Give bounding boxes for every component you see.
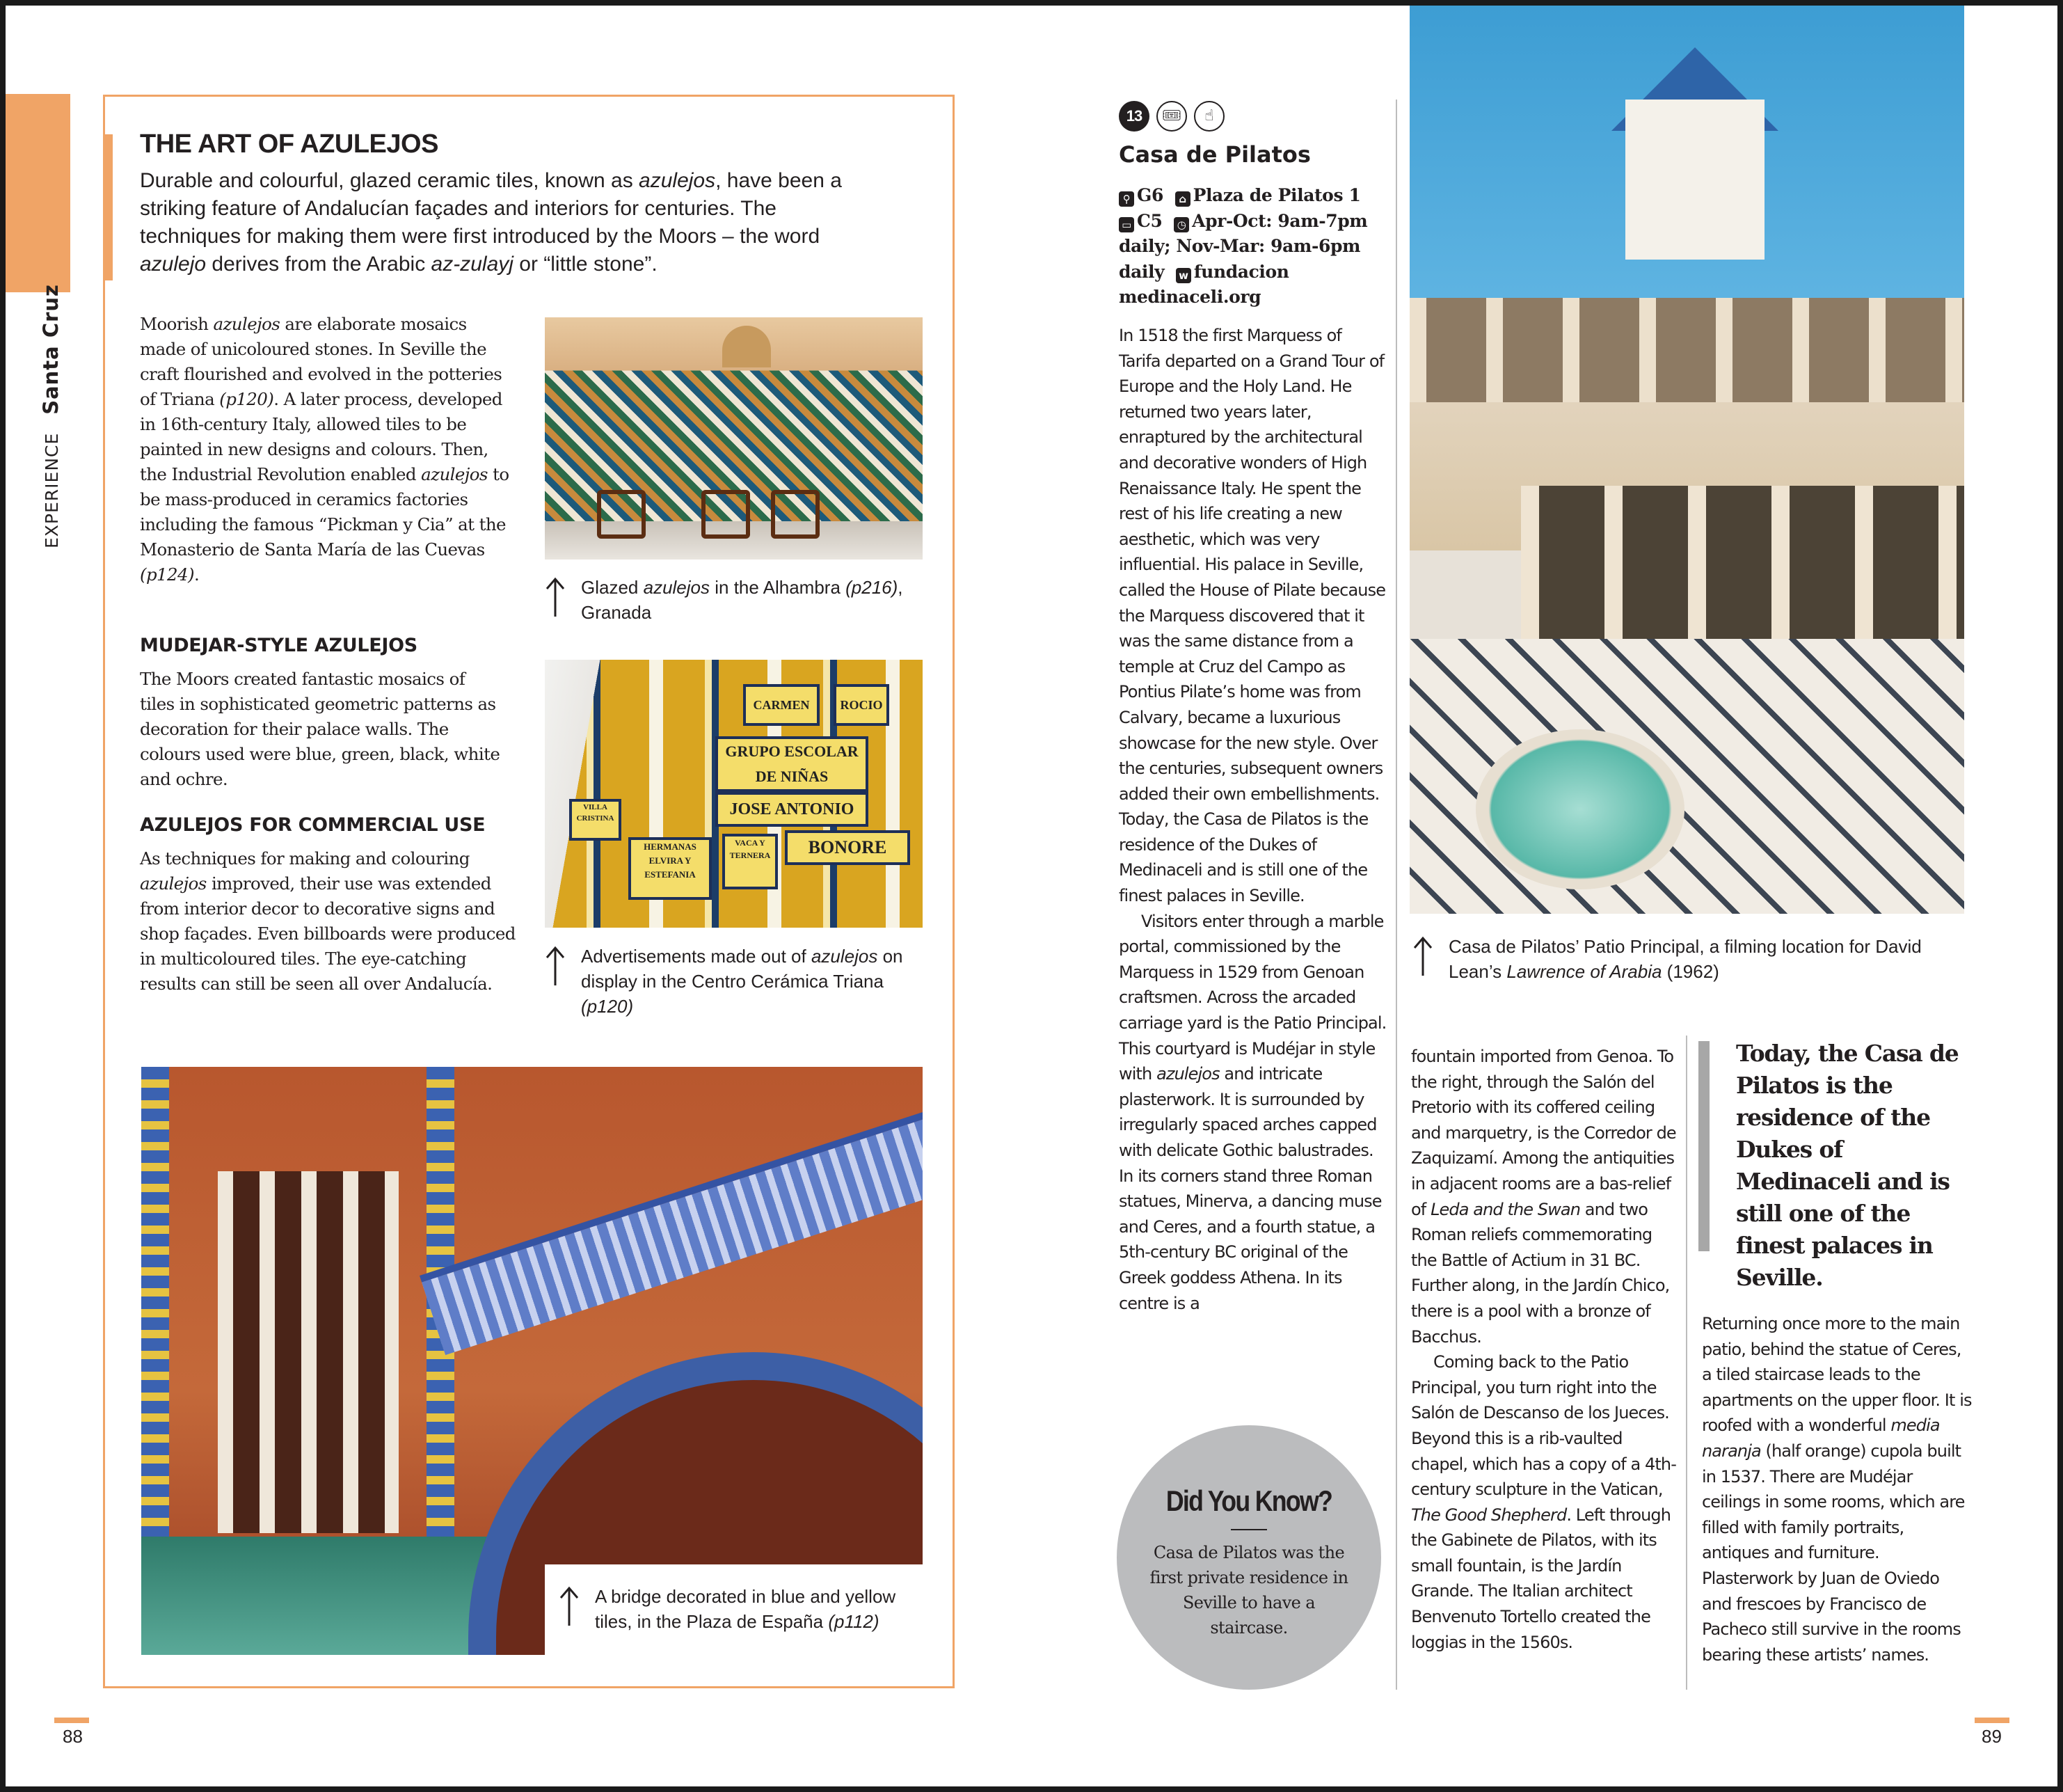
feature-intro: Durable and colourful, glazed ceramic tiles, known as azulejos, have been a striking feature of Andalucían façades and interiors for centuries. The techniques for making them were first introduced by the Moors – the word azulejo derives from the Arabic az-zulayj or “little stone”. xyxy=(140,169,842,276)
section-label: EXPERIENCE xyxy=(42,432,62,548)
mudejar-subheading: MUDEJAR-STYLE AZULEJOS xyxy=(140,635,417,656)
tile-sign: BONORE xyxy=(785,830,910,865)
section-running-head xyxy=(39,284,63,548)
chair xyxy=(701,490,750,539)
body-column-3 xyxy=(1702,1311,1973,1667)
arrow-up-icon xyxy=(559,1585,580,1627)
bus-route: C5 xyxy=(1137,210,1163,231)
pull-quote-bar xyxy=(1698,1041,1710,1251)
hand-pointer-icon: ☝ xyxy=(1194,101,1225,132)
map-pin-icon: ⚲ xyxy=(1119,191,1134,207)
arrow-up-icon xyxy=(545,576,566,618)
arrow-up-icon xyxy=(1412,935,1433,977)
mudejar-paragraph: The Moors created fantastic mosaics of tiles in sophisticated geometric patterns as decoration for their palace walls. The colours used were blue, green, black, white and ochre. xyxy=(140,669,500,789)
did-you-know-text: Casa de Pilatos was the first private residence in Seville to have a staircase. xyxy=(1149,1543,1348,1638)
chair xyxy=(597,490,646,539)
listing-title: Casa de Pilatos xyxy=(1119,141,1311,168)
book-spread xyxy=(6,6,2057,1786)
web-icon: w xyxy=(1176,268,1191,283)
page-number-left: 88 xyxy=(63,1726,83,1747)
opening-hours: Apr-Oct: 9am-7pm daily; Nov-Mar: 9am-6pm daily xyxy=(1119,210,1368,282)
casa-de-pilatos-patio-photo xyxy=(1410,6,1964,914)
paragraph: Coming back to the Patio Principal, you turn right into the Salón de Descanso de los Jueces. Beyond this is a rib-vaulted chapel, which has a copy of a 4th-century sculpture in the Vatican, The Good Shepherd. Left through the Gabinete de Pilatos, with its small fountain, is the Jardín Grande. The Italian architect Benvenuto Tortello created the loggias in the 1560s. xyxy=(1411,1352,1676,1652)
feature-title: THE ART OF AZULEJOS xyxy=(140,129,438,159)
divider xyxy=(1231,1529,1267,1530)
did-you-know-title: Did You Know? xyxy=(1165,1484,1332,1517)
body-column-2 xyxy=(1411,1044,1679,1655)
alhambra-photo-caption: Glazed azulejos in the Alhambra (p216), Granada xyxy=(545,575,921,631)
tile-sign: HERMANAS ELVIRA Y ESTEFANIA xyxy=(628,837,712,900)
tile-sign: JOSE ANTONIO xyxy=(715,792,868,827)
casa-photo-caption: Casa de Pilatos’ Patio Principal, a filming location for David Lean’s Lawrence of Arabia (1962) xyxy=(1412,934,1955,990)
body-column-1 xyxy=(1119,323,1387,1316)
column-divider xyxy=(1396,100,1397,1690)
ads-photo-caption: Advertisements made out of azulejos on display in the Centro Cerámica Triana (p120) xyxy=(545,944,921,1027)
address: Plaza de Pilatos 1 xyxy=(1193,185,1361,205)
page-number-accent xyxy=(1975,1718,2009,1723)
map-reference: G6 xyxy=(1137,185,1163,205)
home-icon: ⌂ xyxy=(1175,191,1190,207)
section-name: Santa Cruz xyxy=(39,284,63,415)
arrow-up-icon xyxy=(545,945,566,987)
plaster-dome-motif xyxy=(722,326,771,367)
listing-number-badge: 13 xyxy=(1119,101,1149,132)
fountain xyxy=(1476,729,1684,889)
bus-icon: ▭ xyxy=(1119,217,1134,232)
page-number-right: 89 xyxy=(1982,1726,2002,1747)
tile-sign: VACA Y TERNERA xyxy=(722,834,778,889)
tile-advertisements-photo xyxy=(545,660,923,928)
tile-sign: ROCIO xyxy=(834,684,889,726)
pull-quote: Today, the Casa de Pilatos is the residence of the Dukes of Medinaceli and is still one of the finest palaces in Seville. xyxy=(1736,1040,1959,1291)
feature-title-accent-bar xyxy=(105,134,113,280)
clock-icon: ◷ xyxy=(1174,217,1189,232)
did-you-know-callout xyxy=(1117,1425,1381,1690)
tile-sign: GRUPO ESCOLAR DE NIÑAS xyxy=(715,736,868,792)
paragraph: Returning once more to the main patio, behind the statue of Ceres, a tiled staircase leads to the apartments on the upper floor. It is roofed with a wonderful media naranja (half orange) cupola built in 1537. There are Mudéjar ceilings in some rooms, which are filled with family portraits, antiques and furniture. Plasterwork by Juan de Oviedo and frescoes by Francisco de Pacheco still survive in the rooms bearing these artists’ names. xyxy=(1702,1314,1972,1665)
section-tab-marker xyxy=(6,94,70,292)
moorish-azulejos-paragraph: Moorish azulejos are elaborate mosaics made of unicoloured stones. In Seville the craft flourished and evolved in the potteries of Triana (p120). A later process, developed in 16th-century Italy, allowed tiles to be painted in new designs and colours. Then, the Industrial Revolution enabled azulejos to be mass-produced in ceramics factories including the famous “Pickman y Cia” at the Monasterio de Santa María de las Cuevas (p124). xyxy=(140,314,509,585)
alhambra-azulejos-photo xyxy=(545,317,923,560)
listing-practical-info xyxy=(1119,183,1390,310)
page-number-accent xyxy=(54,1718,89,1723)
column-divider xyxy=(1686,1036,1687,1690)
ticket-icon: 🎟 xyxy=(1156,101,1187,132)
tile-sign: VILLA CRISTINA xyxy=(569,799,621,841)
bridge-balustrade xyxy=(420,1112,923,1355)
upper-gallery-arches xyxy=(1410,298,1964,402)
chair xyxy=(771,490,820,539)
bridge-photo-caption: A bridge decorated in blue and yellow tiles, in the Plaza de España (p112) xyxy=(559,1584,907,1667)
lower-gallery-arches xyxy=(1521,486,1964,639)
colonnade xyxy=(218,1171,399,1533)
commercial-paragraph: As techniques for making and colouring azulejos improved, their use was extended from interior decor to decorative signs and shop façades. Even billboards were produced in multicoloured tiles. The eye-catching results can still be seen all over Andalucía. xyxy=(140,848,516,994)
tower xyxy=(1625,100,1765,260)
website-link[interactable]: fundacion medinaceli.org xyxy=(1119,261,1289,307)
paragraph: In 1518 the first Marquess of Tarifa departed on a Grand Tour of Europe and the Holy Land. He returned two years later, enraptured by the architectural and decorative wonders of High Renaissance Italy. He spent the rest of his life creating a new aesthetic, which was very influential. His palace in Seville, called the House of Pilate because the Marquess discovered that it was the same distance from a temple at Cruz del Campo as Pontius Pilate’s home was from Calvary, became a luxurious showcase for the new style. Over the centuries, subsequent owners added their own embellishments. Today, the Casa de Pilatos is the residence of the Dukes of Medinaceli and is still one of the finest palaces in Seville. xyxy=(1119,326,1386,906)
tile-sign: CARMEN xyxy=(743,684,820,726)
paragraph: fountain imported from Genoa. To the right, through the Salón del Pretorio with its coffered ceiling and marquetry, is the Corredor de Zaquizamí. Among the antiquities in adjacent rooms are a bas-relief of Leda and the Swan and two Roman reliefs commemorating the Battle of Actium in 31 BC. Further along, in the Jardín Chico, there is a pool with a bronze of Bacchus. xyxy=(1411,1047,1676,1347)
paragraph: Visitors enter through a marble portal, commissioned by the Marquess in 1529 from Genoan craftsmen. Across the arcaded carriage yard is the Patio Principal. This courtyard is Mudéjar in style with azulejos and intricate plasterwork. It is surrounded by irregularly spaced arches capped with delicate Gothic balustrades. In its corners stand three Roman statues, Minerva, a dancing muse and Ceres, and a fourth statue, a 5th-century BC original of the Greek goddess Athena. In its centre is a xyxy=(1119,911,1387,1313)
tile-pilaster xyxy=(141,1067,169,1554)
commercial-subheading: AZULEJOS FOR COMMERCIAL USE xyxy=(140,814,486,836)
